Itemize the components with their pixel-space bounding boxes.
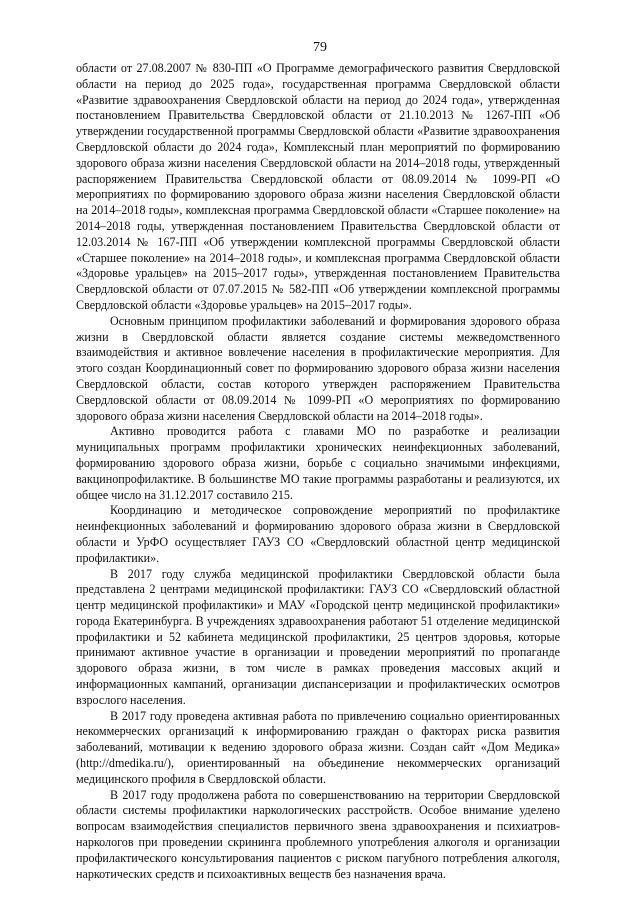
- document-body: [76, 61, 560, 882]
- paragraph-municipal-programs: Активно проводится работа с главами МО по разработке и реализации муниципальных программ профилактики хронических неинфекционных заболеваний, формированию здорового образа жизни, борьбе с социально значимыми инфекциями, вакцинопрофилактике. В большинстве МО такие программы разработаны и реализуются, их общее число на 31.12.2017 составило 215.: [76, 424, 560, 502]
- paragraph-methodical-support: Координацию и методическое сопровождение мероприятий по профилактике неинфекционных заболеваний и формированию здорового образа жизни в Свердловской области и УрФО осуществляет ГАУЗ СО «Свердловский областной центр медицинской профилактики».: [76, 503, 560, 565]
- paragraph-legislation-list: области от 27.08.2007 № 830-ПП «О Программе демографического развития Свердловской области на период до 2025 года», государственная программа Свердловской области «Развитие здравоохранения Свердловской области на период до 2024 года», утвержденная постановлением Правительства Свердловской области от 21.10.2013 № 1267-ПП «Об утверждении государственной программы Свердловской области «Развитие здравоохранения Свердловской области до 2024 года», Комплексный план мероприятий по формированию здорового образа жизни населения Свердловской области на 2014–2018 годы, утвержденный распоряжением Правительства Свердловской области от 08.09.2014 № 1099-РП «О мероприятиях по формированию здорового образа жизни населения Свердловской области на 2014–2018 годы», комплексная программа Свердловской области «Старшее поколение» на 2014–2018 годы, утвержденная постановлением Правительства Свердловской области от 12.03.2014 № 167-ПП «Об утверждении комплексной программы Свердловской области «Старшее поколение» на 2014–2018 годы», и комплексная программа Свердловской области «Здоровье уральцев» на 2015–2017 годы», утвержденная постановлением Правительства Свердловской области от 07.07.2015 № 582-ПП «Об утверждении комплексной программы Свердловской области «Здоровье уральцев» на 2015–2017 годы».: [76, 61, 560, 312]
- paragraph-coordination-council: Основным принципом профилактики заболеваний и формирования здорового образа жизни в Свердловской области является создание системы межведомственного взаимодействия и активное вовлечение населения в профилактические мероприятия. Для этого создан Координационный совет по формированию здорового образа жизни населения Свердловской области, состав которого утвержден распоряжением Правительства Свердловской области от 08.09.2014 № 1099-РП «О мероприятиях по формированию здорового образа жизни населения Свердловской области на 2014–2018 годы».: [76, 313, 560, 423]
- paragraph-nonprofit-organizations: В 2017 году проведена активная работа по привлечению социально ориентированных некоммерческих организаций к информированию граждан о факторах риска развития заболеваний, мотивации к ведению здорового образа жизни. Создан сайт «Дом Медика» (http://dmedika.ru/), ориентированный на объединение некоммерческих организаций медицинского профиля в Свердловской области.: [76, 708, 560, 786]
- paragraph-prevention-service: В 2017 году служба медицинской профилактики Свердловской области была представлена 2 центрами медицинской профилактики: ГАУЗ СО «Свердловский областной центр медицинской профилактики» и МАУ «Городской центр медицинской профилактики» города Екатеринбурга. В учреждениях здравоохранения работают 51 отделение медицинской профилактики и 52 кабинета медицинской профилактики, 25 центров здоровья, которые принимают активное участие в организации и проведении мероприятий по пропаганде здорового образа жизни, в том числе в рамках проведения массовых акций и информационных кампаний, организации диспансеризации и профилактических осмотров взрослого населения.: [76, 566, 560, 707]
- paragraph-narcological-prevention: В 2017 году продолжена работа по совершенствованию на территории Свердловской области системы профилактики наркологических расстройств. Особое внимание уделено вопросам взаимодействия специалистов первичного звена здравоохранения и психиатров-наркологов при проведении скрининга проблемного употребления алкоголя и организации профилактического консультирования пациентов с риском пагубного потребления алкоголя, наркотических средств и психоактивных веществ без назначения врача.: [76, 787, 560, 881]
- page-number: 79: [313, 40, 327, 55]
